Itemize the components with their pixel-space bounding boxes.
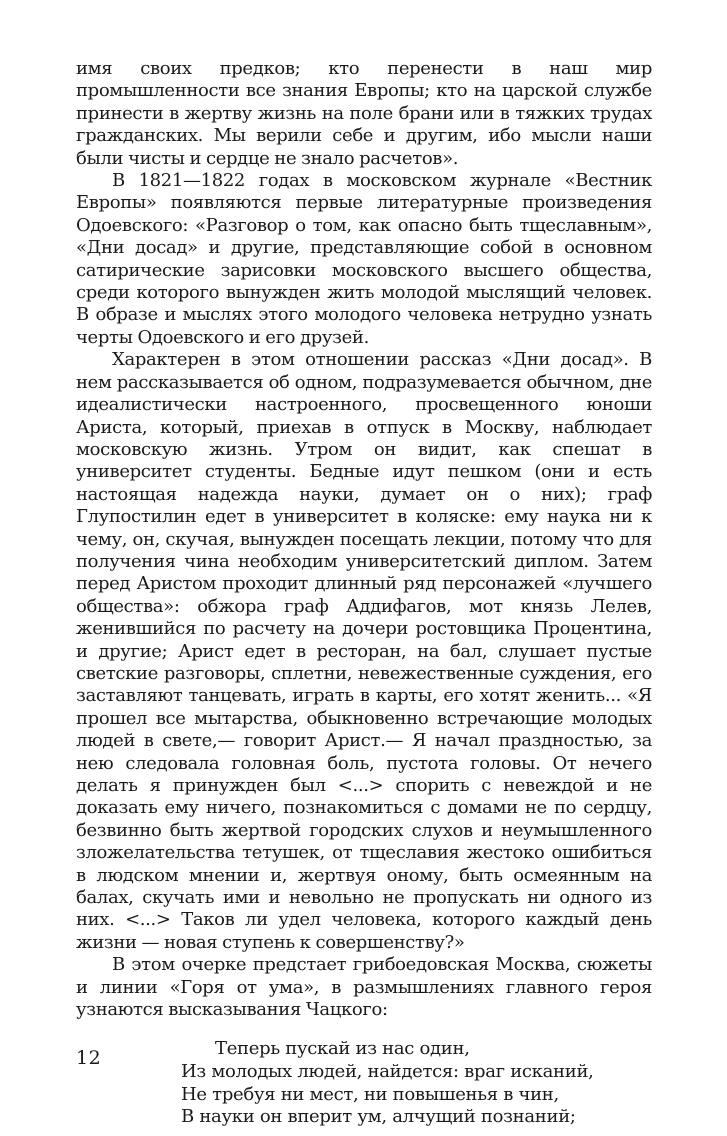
verse-line: Не требуя ни мест, ни повышенья в чин, (181, 1083, 559, 1105)
paragraph-quote-ending: имя своих предков; кто перенести в наш мир промышленности все знания Европы; кто на царской службе принести в жертву жизнь на поле брани или в тяжких трудах гражданских. Мы верили себе и другим, ибо мысли наши были чисты и сердце не знало расчетов». (76, 58, 652, 169)
verse-quote (181, 1038, 652, 1128)
main-text (76, 58, 652, 1021)
page-body (76, 58, 652, 1129)
page-number: 12 (76, 1047, 102, 1069)
verse-line: Из молодых людей, найдется: враг исканий, (181, 1061, 594, 1083)
paragraph-griboedov-moscow: В этом очерке предстает грибоедовская Москва, сюжеты и линии «Горя от ума», в размышлениях главного героя узнаются высказывания Чацкого: (76, 954, 652, 1021)
paragraph-first-works: В 1821—1822 годах в московском журнале «Вестник Европы» появляются первые литературные произведения Одоевского: «Разговор о том, как опасно быть тщеславным», «Дни досад» и другие, представляющие собой в основном сатирические зарисовки московского высшего общества, среди которого вынужден жить молодой мыслящий человек. В образе и мыслях этого молодого человека нетрудно узнать черты Одоевского и его друзей. (76, 170, 652, 348)
paragraph-dni-dosad: Характерен в этом отношении рассказ «Дни досад». В нем рассказывается об одном, подразумевается обычном, дне идеалистически настроенного, просвещенного юноши Ариста, который, приехав в отпуск в Москву, наблюдает московскую жизнь. Утром он видит, как спешат в университет студенты. Бедные идут пешком (они и есть настоящая надежда науки, думает он о них); граф Глупостилин едет в университет в коляске: ему наука ни к чему, он, скучая, вынужден посещать лекции, потому что для получения чина необходим университетский диплом. Затем перед Аристом проходит длинный ряд персонажей «лучшего общества»: обжора граф Аддифагов, мот князь Лелев, женившийся по расчету на дочери ростовщика Процентина, и другие; Арист едет в ресторан, на бал, слушает пустые светские разговоры, сплетни, невежественные суждения, его заставляют танцевать, играть в карты, его хотят женить... «Я прошел все мытарства, обыкновенно встречающие молодых людей в свете,— говорит Арист.— Я начал праздностью, за нею следовала головная боль, пустота головы. От нечего делать я принужден был <...> спорить с невеждой и не доказать ему ничего, познакомиться с домами не по сердцу, безвинно быть жертвой городских слухов и неумышленного зложелательства тетушек, от тщеславия жестоко ошибиться в людском мнении и, жертвуя оному, быть осмеянным на балах, скучать ими и невольно не пропускать ни одного из них. <...> Таков ли удел человека, которого каждый день жизни — новая ступень к совершенству?» (76, 349, 652, 953)
verse-line: Теперь пускай из нас один, (215, 1038, 470, 1060)
verse-line: В науки он вперит ум, алчущий познаний; (181, 1106, 576, 1128)
